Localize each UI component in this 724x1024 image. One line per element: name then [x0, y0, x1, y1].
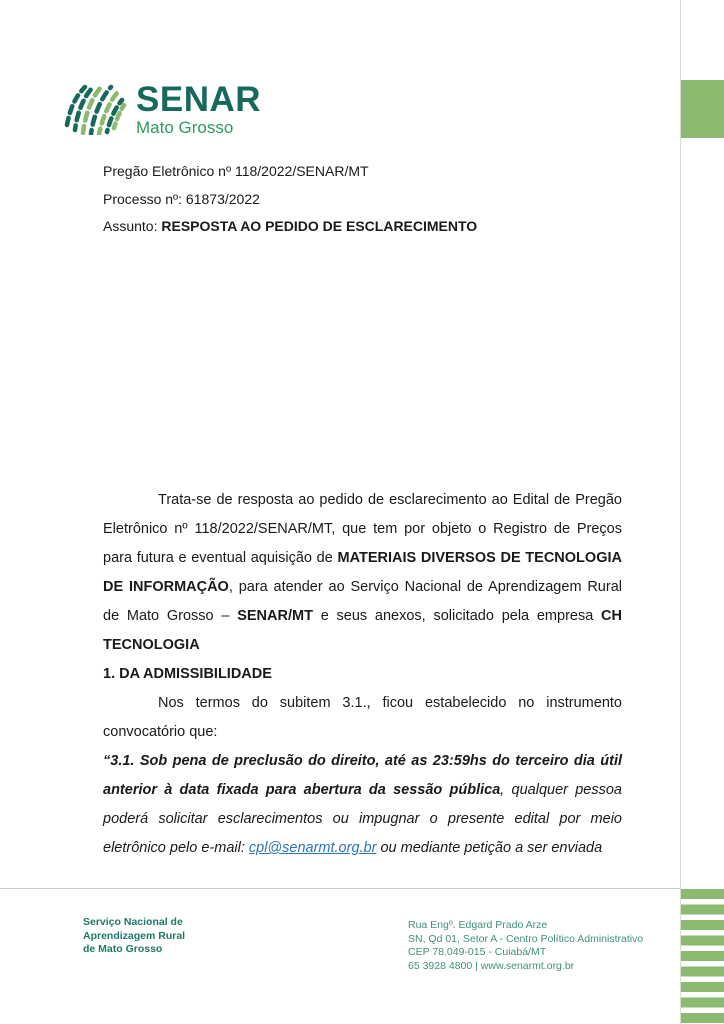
email-link[interactable]: cpl@senarmt.org.br [248, 840, 377, 856]
footer-addr-line: SN, Qd 01, Setor A - Centro Político Administrativo [408, 932, 644, 945]
quote-subitem-3-1: “3.1. Sob pena de preclusão do direito, até as 23:59hs do terceiro dia útil anterior à data fixada para abertura da sessão pública, qualquer pessoa poderá solicitar esclarecimentos ou impugnar o presente edital por meio eletrônico pelo e-mail: cpl@senarmt.org.br ou mediante petição a ser enviada [103, 753, 622, 856]
logo-region: Mato Grosso [136, 118, 234, 137]
footer-org-line: de Mato Grosso [83, 943, 163, 955]
assunto-value: RESPOSTA AO PEDIDO DE ESCLARECIMENTO [161, 218, 478, 234]
green-accent-block [681, 80, 724, 138]
header-pregao-line: Pregão Eletrônico nº 118/2022/SENAR/MT [103, 163, 369, 179]
right-rule-line [680, 0, 681, 1024]
footer-addr-line: CEP 78.049-015 - Cuiabá/MT [408, 946, 547, 958]
logo-wordmark [136, 73, 261, 138]
footer-addr-line: 65 3928 4800 | www.senarmt.org.br [408, 959, 575, 972]
document-body [103, 486, 622, 863]
document-header [103, 158, 623, 241]
section-1-heading: 1. DA ADMISSIBILIDADE [103, 666, 272, 682]
header-processo-line: Processo nº: 61873/2022 [103, 190, 260, 207]
footer-divider-line [0, 888, 681, 889]
green-stripes-decoration [681, 889, 724, 1024]
senar-logo [62, 73, 261, 138]
footer-addr-line: Rua Engº. Edgard Prado Arze [408, 919, 548, 931]
header-assunto-line [103, 213, 623, 241]
assunto-label: Assunto: [103, 218, 162, 234]
footer-address [408, 919, 643, 973]
logo-name: SENAR [136, 80, 262, 119]
paragraph-nos-termos: Nos termos do subitem 3.1., ficou estabelecido no instrumento convocatório que: [103, 695, 622, 740]
paragraph-intro: Trata-se de resposta ao pedido de esclarecimento ao Edital de Pregão Eletrônico nº 118/2022/SENAR/MT, que tem por objeto o Registro de Preços para futura e eventual aquisição de MATERIAIS DIVERSOS DE TECNOLOGIA DE INFORMAÇÃO, para atender ao Serviço Nacional de Aprendizagem Rural de Mato Grosso – SENAR/MT e seus anexos, solicitado pela empresa CH TECNOLOGIA [103, 492, 622, 653]
footer-organization [83, 916, 185, 957]
footer-org-line: Serviço Nacional de [83, 916, 183, 928]
senar-sheaf-icon [62, 73, 128, 135]
footer-org-line: Aprendizagem Rural [83, 929, 186, 942]
